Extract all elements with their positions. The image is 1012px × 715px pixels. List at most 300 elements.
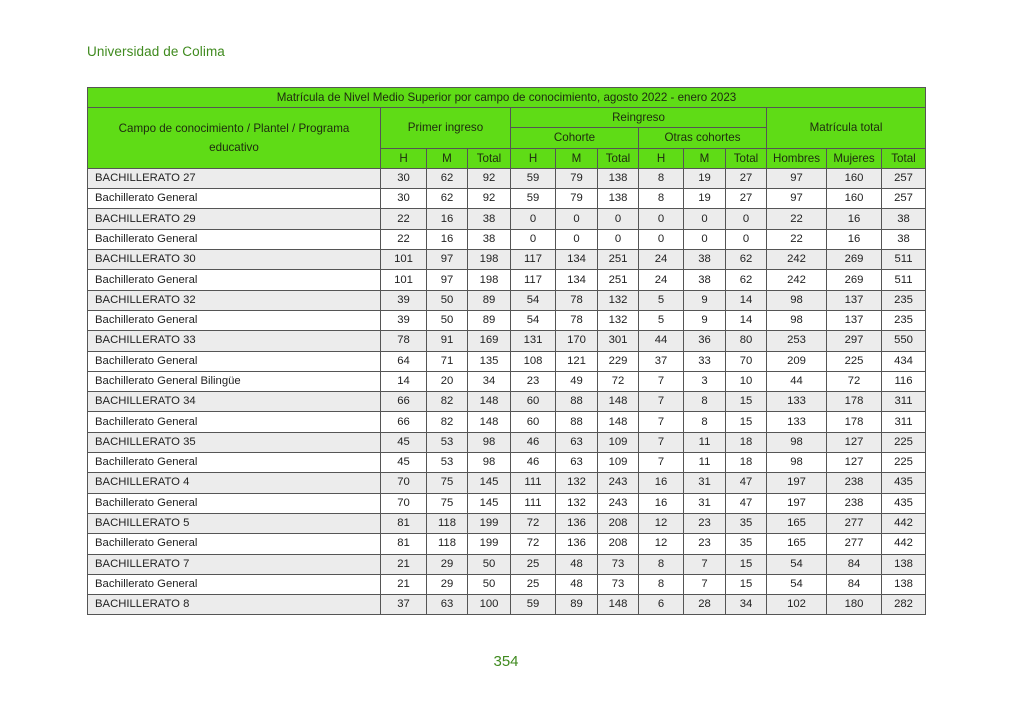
value-cell: 209 [767, 351, 827, 371]
programa-row [88, 412, 926, 432]
value-cell: 78 [556, 290, 598, 310]
value-cell: 98 [767, 310, 827, 330]
subheader-cell: M [427, 148, 468, 168]
value-cell: 198 [468, 270, 511, 290]
value-cell: 24 [639, 250, 684, 270]
row-name: Bachillerato General [88, 351, 381, 371]
value-cell: 75 [427, 473, 468, 493]
value-cell: 50 [427, 290, 468, 310]
value-cell: 70 [381, 473, 427, 493]
value-cell: 132 [598, 310, 639, 330]
row-name: BACHILLERATO 5 [88, 513, 381, 533]
value-cell: 14 [726, 310, 767, 330]
enrollment-table [87, 87, 926, 615]
value-cell: 178 [827, 392, 882, 412]
value-cell: 37 [381, 595, 427, 615]
value-cell: 117 [511, 250, 556, 270]
value-cell: 30 [381, 189, 427, 209]
value-cell: 235 [882, 290, 926, 310]
row-name: BACHILLERATO 30 [88, 250, 381, 270]
row-name: BACHILLERATO 34 [88, 392, 381, 412]
value-cell: 35 [726, 513, 767, 533]
value-cell: 31 [684, 473, 726, 493]
value-cell: 18 [726, 453, 767, 473]
value-cell: 73 [598, 574, 639, 594]
value-cell: 38 [468, 209, 511, 229]
value-cell: 131 [511, 331, 556, 351]
value-cell: 60 [511, 392, 556, 412]
value-cell: 0 [684, 209, 726, 229]
value-cell: 48 [556, 574, 598, 594]
value-cell: 12 [639, 513, 684, 533]
row-name: BACHILLERATO 29 [88, 209, 381, 229]
value-cell: 79 [556, 189, 598, 209]
value-cell: 8 [639, 554, 684, 574]
value-cell: 79 [556, 168, 598, 188]
programa-row [88, 310, 926, 330]
value-cell: 29 [427, 574, 468, 594]
value-cell: 111 [511, 473, 556, 493]
value-cell: 301 [598, 331, 639, 351]
value-cell: 24 [639, 270, 684, 290]
programa-row [88, 534, 926, 554]
subheader-cell: H [381, 148, 427, 168]
programa-row [88, 189, 926, 209]
value-cell: 108 [511, 351, 556, 371]
value-cell: 22 [767, 209, 827, 229]
programa-row [88, 270, 926, 290]
value-cell: 116 [882, 371, 926, 391]
value-cell: 19 [684, 168, 726, 188]
value-cell: 6 [639, 595, 684, 615]
value-cell: 243 [598, 473, 639, 493]
value-cell: 80 [726, 331, 767, 351]
value-cell: 121 [556, 351, 598, 371]
row-name: BACHILLERATO 4 [88, 473, 381, 493]
plantel-row [88, 432, 926, 452]
value-cell: 0 [726, 229, 767, 249]
value-cell: 38 [684, 270, 726, 290]
value-cell: 7 [639, 371, 684, 391]
value-cell: 277 [827, 513, 882, 533]
row-name: Bachillerato General [88, 229, 381, 249]
subheader-cell: H [639, 148, 684, 168]
value-cell: 98 [767, 290, 827, 310]
value-cell: 0 [598, 229, 639, 249]
row-name: Bachillerato General [88, 534, 381, 554]
value-cell: 64 [381, 351, 427, 371]
value-cell: 242 [767, 250, 827, 270]
value-cell: 5 [639, 290, 684, 310]
subheader-cell: Total [598, 148, 639, 168]
row-name: Bachillerato General [88, 453, 381, 473]
value-cell: 46 [511, 432, 556, 452]
plantel-row [88, 392, 926, 412]
value-cell: 81 [381, 513, 427, 533]
value-cell: 442 [882, 534, 926, 554]
value-cell: 511 [882, 270, 926, 290]
value-cell: 70 [381, 493, 427, 513]
value-cell: 197 [767, 493, 827, 513]
value-cell: 45 [381, 432, 427, 452]
value-cell: 148 [598, 595, 639, 615]
value-cell: 53 [427, 453, 468, 473]
value-cell: 16 [827, 229, 882, 249]
value-cell: 98 [767, 453, 827, 473]
value-cell: 63 [556, 453, 598, 473]
value-cell: 54 [767, 574, 827, 594]
programa-row [88, 229, 926, 249]
value-cell: 39 [381, 310, 427, 330]
plantel-row [88, 513, 926, 533]
value-cell: 59 [511, 168, 556, 188]
plantel-row [88, 250, 926, 270]
value-cell: 170 [556, 331, 598, 351]
plantel-row [88, 595, 926, 615]
value-cell: 7 [684, 554, 726, 574]
value-cell: 72 [511, 513, 556, 533]
value-cell: 8 [684, 412, 726, 432]
value-cell: 225 [882, 432, 926, 452]
value-cell: 282 [882, 595, 926, 615]
value-cell: 0 [598, 209, 639, 229]
value-cell: 118 [427, 513, 468, 533]
value-cell: 16 [639, 493, 684, 513]
value-cell: 180 [827, 595, 882, 615]
value-cell: 75 [427, 493, 468, 513]
value-cell: 54 [511, 310, 556, 330]
table-body [88, 168, 926, 615]
value-cell: 72 [511, 534, 556, 554]
value-cell: 98 [468, 453, 511, 473]
value-cell: 92 [468, 189, 511, 209]
value-cell: 20 [427, 371, 468, 391]
row-name: Bachillerato General [88, 310, 381, 330]
value-cell: 89 [468, 310, 511, 330]
value-cell: 442 [882, 513, 926, 533]
value-cell: 198 [468, 250, 511, 270]
value-cell: 7 [639, 453, 684, 473]
row-name: Bachillerato General [88, 574, 381, 594]
value-cell: 16 [427, 209, 468, 229]
value-cell: 91 [427, 331, 468, 351]
plantel-row [88, 554, 926, 574]
value-cell: 109 [598, 453, 639, 473]
value-cell: 34 [468, 371, 511, 391]
value-cell: 62 [726, 270, 767, 290]
value-cell: 101 [381, 270, 427, 290]
value-cell: 311 [882, 412, 926, 432]
value-cell: 34 [726, 595, 767, 615]
value-cell: 511 [882, 250, 926, 270]
value-cell: 21 [381, 554, 427, 574]
row-name: Bachillerato General [88, 412, 381, 432]
header-reingreso: Reingreso [511, 108, 767, 128]
value-cell: 148 [598, 412, 639, 432]
value-cell: 82 [427, 412, 468, 432]
value-cell: 82 [427, 392, 468, 412]
value-cell: 62 [427, 168, 468, 188]
value-cell: 84 [827, 574, 882, 594]
header-otras-cohortes: Otras cohortes [639, 128, 767, 148]
value-cell: 7 [639, 392, 684, 412]
value-cell: 102 [767, 595, 827, 615]
value-cell: 238 [827, 493, 882, 513]
value-cell: 47 [726, 473, 767, 493]
value-cell: 18 [726, 432, 767, 452]
value-cell: 111 [511, 493, 556, 513]
value-cell: 11 [684, 432, 726, 452]
value-cell: 208 [598, 534, 639, 554]
value-cell: 3 [684, 371, 726, 391]
value-cell: 33 [684, 351, 726, 371]
row-name: BACHILLERATO 7 [88, 554, 381, 574]
value-cell: 45 [381, 453, 427, 473]
value-cell: 97 [427, 270, 468, 290]
value-cell: 97 [767, 168, 827, 188]
value-cell: 225 [827, 351, 882, 371]
value-cell: 62 [726, 250, 767, 270]
value-cell: 78 [556, 310, 598, 330]
value-cell: 89 [468, 290, 511, 310]
value-cell: 35 [726, 534, 767, 554]
value-cell: 178 [827, 412, 882, 432]
value-cell: 38 [684, 250, 726, 270]
value-cell: 0 [639, 229, 684, 249]
value-cell: 0 [511, 229, 556, 249]
value-cell: 109 [598, 432, 639, 452]
value-cell: 277 [827, 534, 882, 554]
value-cell: 101 [381, 250, 427, 270]
header-cohorte: Cohorte [511, 128, 639, 148]
value-cell: 148 [468, 392, 511, 412]
header-matricula-total: Matrícula total [767, 108, 926, 149]
value-cell: 197 [767, 473, 827, 493]
value-cell: 98 [767, 432, 827, 452]
value-cell: 208 [598, 513, 639, 533]
table-header [88, 88, 926, 169]
value-cell: 21 [381, 574, 427, 594]
row-name: BACHILLERATO 32 [88, 290, 381, 310]
value-cell: 97 [767, 189, 827, 209]
value-cell: 9 [684, 310, 726, 330]
value-cell: 23 [684, 513, 726, 533]
programa-row [88, 574, 926, 594]
value-cell: 225 [882, 453, 926, 473]
value-cell: 12 [639, 534, 684, 554]
value-cell: 15 [726, 554, 767, 574]
value-cell: 16 [427, 229, 468, 249]
value-cell: 31 [684, 493, 726, 513]
value-cell: 15 [726, 574, 767, 594]
value-cell: 23 [684, 534, 726, 554]
value-cell: 138 [598, 168, 639, 188]
value-cell: 127 [827, 453, 882, 473]
value-cell: 73 [598, 554, 639, 574]
value-cell: 63 [556, 432, 598, 452]
value-cell: 16 [827, 209, 882, 229]
value-cell: 199 [468, 513, 511, 533]
value-cell: 46 [511, 453, 556, 473]
subheader-cell: Hombres [767, 148, 827, 168]
row-name: BACHILLERATO 8 [88, 595, 381, 615]
value-cell: 435 [882, 473, 926, 493]
value-cell: 0 [556, 229, 598, 249]
value-cell: 8 [684, 392, 726, 412]
subheader-cell: Total [882, 148, 926, 168]
value-cell: 0 [684, 229, 726, 249]
value-cell: 243 [598, 493, 639, 513]
value-cell: 118 [427, 534, 468, 554]
value-cell: 50 [468, 554, 511, 574]
institution-header: Universidad de Colima [87, 44, 225, 59]
value-cell: 19 [684, 189, 726, 209]
value-cell: 27 [726, 168, 767, 188]
value-cell: 297 [827, 331, 882, 351]
value-cell: 36 [684, 331, 726, 351]
value-cell: 48 [556, 554, 598, 574]
value-cell: 148 [468, 412, 511, 432]
value-cell: 136 [556, 534, 598, 554]
value-cell: 160 [827, 168, 882, 188]
value-cell: 138 [598, 189, 639, 209]
value-cell: 39 [381, 290, 427, 310]
value-cell: 257 [882, 168, 926, 188]
value-cell: 235 [882, 310, 926, 330]
value-cell: 145 [468, 473, 511, 493]
value-cell: 38 [468, 229, 511, 249]
value-cell: 0 [511, 209, 556, 229]
value-cell: 10 [726, 371, 767, 391]
plantel-row [88, 331, 926, 351]
value-cell: 5 [639, 310, 684, 330]
value-cell: 100 [468, 595, 511, 615]
value-cell: 15 [726, 392, 767, 412]
value-cell: 134 [556, 250, 598, 270]
value-cell: 165 [767, 534, 827, 554]
header-campo: Campo de conocimiento / Plantel / Programa educativo [88, 108, 381, 169]
subheader-cell: H [511, 148, 556, 168]
plantel-row [88, 473, 926, 493]
value-cell: 25 [511, 574, 556, 594]
value-cell: 11 [684, 453, 726, 473]
value-cell: 8 [639, 574, 684, 594]
value-cell: 165 [767, 513, 827, 533]
value-cell: 9 [684, 290, 726, 310]
programa-row [88, 371, 926, 391]
row-name: BACHILLERATO 27 [88, 168, 381, 188]
value-cell: 22 [381, 229, 427, 249]
row-name: Bachillerato General [88, 189, 381, 209]
value-cell: 7 [639, 432, 684, 452]
value-cell: 72 [827, 371, 882, 391]
value-cell: 22 [381, 209, 427, 229]
value-cell: 38 [882, 209, 926, 229]
value-cell: 7 [639, 412, 684, 432]
value-cell: 60 [511, 412, 556, 432]
plantel-row [88, 290, 926, 310]
programa-row [88, 351, 926, 371]
value-cell: 89 [556, 595, 598, 615]
value-cell: 434 [882, 351, 926, 371]
value-cell: 98 [468, 432, 511, 452]
programa-row [88, 493, 926, 513]
value-cell: 16 [639, 473, 684, 493]
value-cell: 134 [556, 270, 598, 290]
subheader-cell: Total [468, 148, 511, 168]
value-cell: 72 [598, 371, 639, 391]
value-cell: 435 [882, 493, 926, 513]
value-cell: 81 [381, 534, 427, 554]
subheader-cell: Total [726, 148, 767, 168]
value-cell: 269 [827, 270, 882, 290]
value-cell: 251 [598, 270, 639, 290]
row-name: BACHILLERATO 33 [88, 331, 381, 351]
value-cell: 257 [882, 189, 926, 209]
value-cell: 59 [511, 189, 556, 209]
value-cell: 92 [468, 168, 511, 188]
value-cell: 8 [639, 189, 684, 209]
value-cell: 37 [639, 351, 684, 371]
row-name: BACHILLERATO 35 [88, 432, 381, 452]
value-cell: 0 [726, 209, 767, 229]
value-cell: 30 [381, 168, 427, 188]
value-cell: 14 [726, 290, 767, 310]
value-cell: 63 [427, 595, 468, 615]
value-cell: 22 [767, 229, 827, 249]
subheader-cell: M [684, 148, 726, 168]
value-cell: 28 [684, 595, 726, 615]
value-cell: 133 [767, 412, 827, 432]
value-cell: 54 [767, 554, 827, 574]
value-cell: 62 [427, 189, 468, 209]
plantel-row [88, 209, 926, 229]
value-cell: 27 [726, 189, 767, 209]
value-cell: 54 [511, 290, 556, 310]
value-cell: 8 [639, 168, 684, 188]
row-name: Bachillerato General [88, 493, 381, 513]
value-cell: 70 [726, 351, 767, 371]
value-cell: 160 [827, 189, 882, 209]
value-cell: 7 [684, 574, 726, 594]
value-cell: 136 [556, 513, 598, 533]
value-cell: 15 [726, 412, 767, 432]
row-name: Bachillerato General Bilingüe [88, 371, 381, 391]
value-cell: 23 [511, 371, 556, 391]
value-cell: 0 [639, 209, 684, 229]
subheader-cell: M [556, 148, 598, 168]
value-cell: 38 [882, 229, 926, 249]
subheader-cell: Mujeres [827, 148, 882, 168]
value-cell: 132 [556, 473, 598, 493]
value-cell: 229 [598, 351, 639, 371]
value-cell: 44 [767, 371, 827, 391]
value-cell: 44 [639, 331, 684, 351]
value-cell: 47 [726, 493, 767, 513]
value-cell: 84 [827, 554, 882, 574]
header-primer-ingreso: Primer ingreso [381, 108, 511, 149]
value-cell: 29 [427, 554, 468, 574]
row-name: Bachillerato General [88, 270, 381, 290]
value-cell: 88 [556, 412, 598, 432]
value-cell: 127 [827, 432, 882, 452]
value-cell: 135 [468, 351, 511, 371]
programa-row [88, 453, 926, 473]
value-cell: 253 [767, 331, 827, 351]
value-cell: 137 [827, 310, 882, 330]
value-cell: 50 [468, 574, 511, 594]
value-cell: 145 [468, 493, 511, 513]
